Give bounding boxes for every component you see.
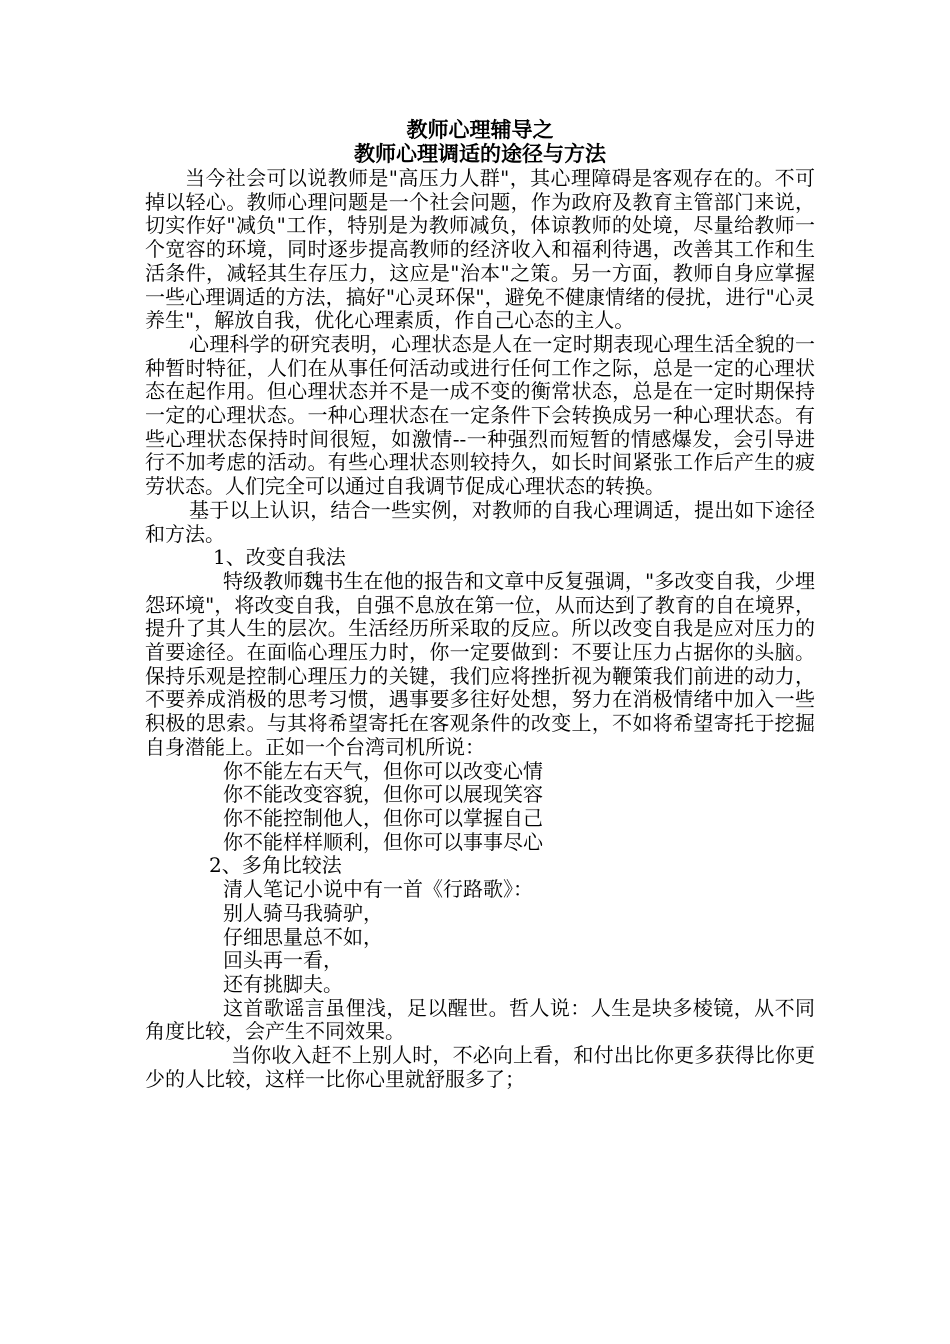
verse-line: 你不能样样顺利，但你可以事事尽心 <box>223 829 543 854</box>
paragraph-change-self: 特级教师魏书生在他的报告和文章中反复强调，"多改变自我，少埋怨环境"，将改变自我，自强不息放在第一位，从而达到了教育的自在境界，提升了其人生的层次。生活经历所采取的反应。所以改变自我是应对压力的首要途径。在面临心理压力时，你一定要做到：不要让压力占据你的头脑。保持乐观是控制心理压力的关键，我们应将挫折视为鞭策我们前进的动力，不要养成消极的思考习惯，遇事要多往好处想，努力在消极情绪中加入一些积极的思索。与其将希望寄托在客观条件的改变上，不如将希望寄托于挖掘自身潜能上。正如一个台湾司机所说： <box>145 568 815 759</box>
paragraph-song-comment: 这首歌谣言虽俚浅，足以醒世。哲人说：人生是块多棱镜，从不同角度比较，会产生不同效果。 <box>145 995 815 1044</box>
verse-block-1 <box>145 760 815 855</box>
poem-line: 回头再一看， <box>223 948 343 973</box>
poem-line: 别人骑马我骑驴， <box>223 900 383 925</box>
verse-line: 你不能改变容貌，但你可以展现笑容 <box>223 782 543 807</box>
title-line-1: 教师心理辅导之 <box>406 118 554 142</box>
title-line-2: 教师心理调适的途径与方法 <box>354 142 606 166</box>
paragraph-intro: 当今社会可以说教师是"高压力人群"，其心理障碍是客观存在的。不可掉以轻心。教师心理问题是一个社会问题，作为政府及教育主管部门来说，切实作好"减负"工作，特别是为教师减负，体谅教师的处境，尽量给教师一个宽容的环境，同时逐步提高教师的经济收入和福利待遇，改善其工作和生活条件，减轻其生存压力，这应是"治本"之策。另一方面，教师自身应掌握一些心理调适的方法，搞好"心灵环保"，避免不健康情绪的侵扰，进行"心灵养生"，解放自我，优化心理素质，作自己心态的主人。 <box>145 166 815 333</box>
paragraph-compare-income: 当你收入赶不上别人时，不必向上看，和付出比你更多获得比你更少的人比较，这样一比你心里就舒服多了； <box>145 1043 815 1091</box>
poem-line: 还有挑脚夫。 <box>223 971 343 996</box>
poem-intro: 清人笔记小说中有一首《行路歌》： <box>223 877 533 902</box>
section-heading-2: 2、多角比较法 <box>209 853 342 878</box>
verse-block-2 <box>145 902 815 997</box>
paragraph-psych-state: 心理科学的研究表明，心理状态是人在一定时期表现心理生活全貌的一种暂时特征，人们在从事任何活动或进行任何工作之际，总是一定的心理状态在起作用。但心理状态并不是一成不变的衡常状态，总是在一定时期保持一定的心理状态。一种心理状态在一定条件下会转换成另一种心理状态。有些心理状态保持时间很短，如激情--一种强烈而短暂的情感爆发，会引导进行不加考虑的活动。有些心理状态则较持久，如长时间紧张工作后产生的疲劳状态。人们完全可以通过自我调节促成心理状态的转换。 <box>145 331 815 499</box>
verse-line: 你不能控制他人，但你可以掌握自己 <box>223 805 543 830</box>
document-page <box>145 118 815 1091</box>
paragraph-based-on: 基于以上认识，结合一些实例，对教师的自我心理调适，提出如下途径和方法。 <box>145 497 815 546</box>
poem-line: 仔细思量总不如， <box>223 924 383 949</box>
verse-line: 你不能左右天气，但你可以改变心情 <box>223 758 543 783</box>
section-heading-1: 1、改变自我法 <box>213 545 346 570</box>
